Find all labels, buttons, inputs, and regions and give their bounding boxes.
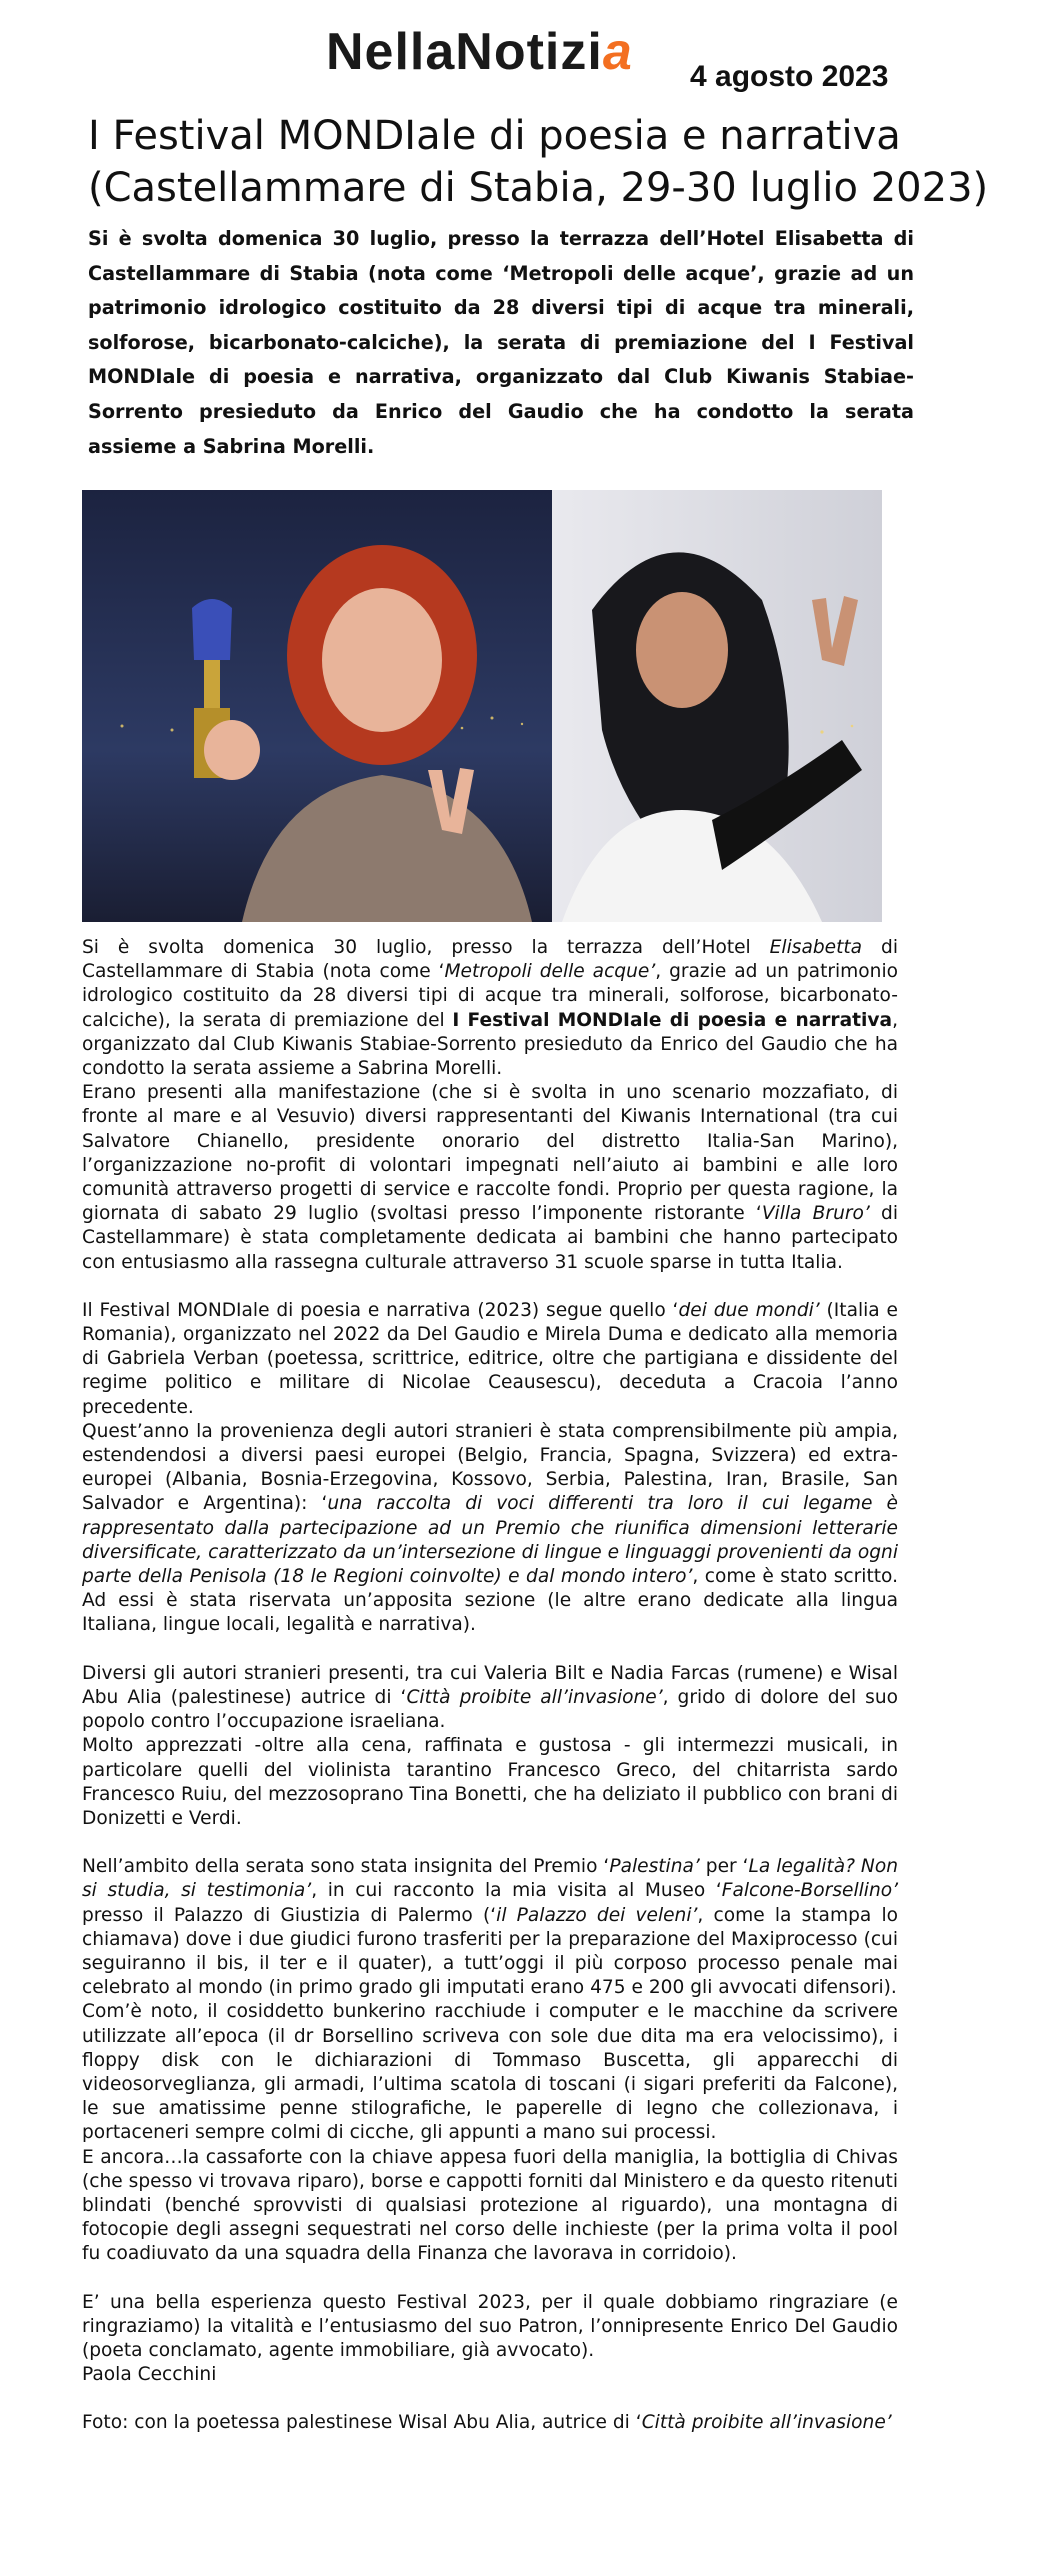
p7-text-2: per ‘ — [699, 1856, 749, 1878]
p1-festival-name: I Festival MONDIale di poesia e narrativa — [452, 1009, 893, 1031]
p7-museum: Falcone-Borsellino’ — [721, 1880, 899, 1902]
masthead — [0, 22, 1045, 92]
p2-restaurant: Villa Bruro’ — [761, 1203, 870, 1225]
p7-prize: Palestina’ — [609, 1856, 700, 1878]
p1-text-3: , grazie ad un patrimonio idrologico costituito da 28 diversi tipi di acque tra minerali, solforose, bicarbonato-calciche), la serata di premiazione del — [82, 961, 898, 1031]
p4-quote: una raccolta di voci differenti tra loro il cui legame è rappresentato dalla partecipazione ad un Premio che riunifica dimensioni letterarie diversificate, caratterizzato da un’intersezione di lingue e linguaggi provenienti da ogni parte della Penisola (18 le Regioni coinvolte) e dal mondo intero’ — [82, 1493, 898, 1588]
paragraph-2 — [82, 1081, 898, 1275]
p5-book-title: Città proibite all’invasione’ — [406, 1686, 663, 1708]
p3-text-2: (Italia e Romania), organizzato nel 2022 da Del Gaudio e Mirela Duma e dedicato alla memoria di Gabriela Verban (poetessa, scrittrice, editrice, oltre che partigiana e dissidente del regime politico e militare di Nicolae Ceausescu), deceduta a Cracoia l’anno precedente. — [82, 1299, 898, 1418]
logo-main: NellaNotizi — [326, 23, 603, 81]
article-lead: Si è svolta domenica 30 luglio, presso la terrazza dell’Hotel Elisabetta di Castellammare di Stabia (nota come ‘Metropoli delle acque’, grazie ad un patrimonio idrologico costituito da 28 diversi tipi di acque tra minerali, solforose, bicarbonato-calciche), la serata di premiazione del I Festival MONDIale di poesia e narrativa, organizzato dal Club Kiwanis Stabiae-Sorrento presieduto da Enrico del Gaudio che ha condotto la serata assieme a Sabrina Morelli. — [88, 227, 914, 458]
paragraph-6: Molto apprezzati -oltre alla cena, raffinata e gustosa - gli intermezzi musicali, in particolare quelli del violinista tarantino Francesco Greco, del chitarrista sardo Francesco Ruiu, del mezzosoprano Tina Bonetti, che ha deliziato il pubblico con brani di Donizetti e Verdi. — [82, 1735, 898, 1829]
p7-work-title: La legalità? Non si studia, si testimonia’ — [82, 1856, 898, 1902]
p2-text-1: Erano presenti alla manifestazione (che si è svolta in uno scenario mozzafiato, di fronte al mare e al Vesuvio) diversi rappresentanti del Kiwanis International (tra cui Salvatore Chianello, presidente onorario del distretto Italia-San Marino), l’organizzazione no-profit di volontari impegnati nell’aiuto ai bambini e alle loro comunità attraverso progetti di service e raccolte fondi. Proprio per questa ragione, la giornata di sabato 29 luglio (svoltasi presso l’imponente ristorante ‘ — [82, 1082, 898, 1225]
title-line-1: I Festival MONDIale di poesia e narrativa — [88, 113, 901, 159]
p4-text-2: , come è stato scritto. Ad essi è stata riservata un’apposita sezione (le altre erano dedicate alla lingua Italiana, lingue locali, legalità e narrativa). — [82, 1566, 898, 1636]
paragraph-3 — [82, 1299, 898, 1420]
p4-text-1: Quest’anno la provenienza degli autori stranieri è stata comprensibilmente più ampia, estendendosi a diversi paesi europei (Belgio, Francia, Spagna, Svizzera) ed extra-europei (Albania, Bosnia-Erzegovina, Kossovo, Serbia, Palestina, Iran, Brasile, San Salvador e Argentina): ‘ — [82, 1420, 898, 1515]
p5-text-1: Diversi gli autori stranieri presenti, tra cui Valeria Bilt e Nadia Farcas (rumene) e Wisal Abu Alia (palestinese) autrice di ‘ — [82, 1662, 898, 1708]
p7-text-4: presso il Palazzo di Giustizia di Palermo (‘ — [82, 1904, 497, 1926]
p1-hotel-name: Elisabetta — [769, 937, 863, 958]
title-line-2: (Castellammare di Stabia, 29-30 luglio 2023) — [88, 165, 989, 211]
caption-text: Foto: con la poetessa palestinese Wisal Abu Alia, autrice di ‘ — [82, 2412, 642, 2434]
p1-nickname: Metropoli delle acque’ — [444, 961, 656, 983]
p3-text-1: Il Festival MONDIale di poesia e narrativa (2023) segue quello ‘ — [82, 1299, 679, 1321]
p1-text-2: di Castellammare di Stabia (nota come ‘ — [82, 937, 898, 983]
paragraph-7 — [82, 1855, 898, 2000]
article-body — [82, 936, 898, 2436]
p7-nickname: il Palazzo dei veleni’ — [496, 1904, 698, 1926]
p7-text-5: , come la stampa lo chiamava) dove i due giudici furono trasferiti per la preparazione del Maxiprocesso (cui seguiranno il bis, il ter e il quater), a tutt’oggi il più corposo processo penale mai celebrato al mondo (in primo grado gli imputati erano 475 e 200 gli avvocati difensori). — [82, 1904, 898, 1999]
p2-text-2: di Castellammare) è stata completamente dedicata ai bambini che hanno partecipato con entusiasmo alla rassegna culturale attraverso 31 scuole sparse in tutta Italia. — [82, 1203, 898, 1273]
paragraph-4 — [82, 1420, 898, 1638]
paragraph-10: E’ una bella esperienza questo Festival 2023, per il quale dobbiamo ringraziare (e ringraziamo) la vitalità e l’entusiasmo del suo Patron, l’onnipresente Enrico Del Gaudio (poeta conclamato, agente immobiliare, già avvocato). — [82, 2291, 898, 2361]
article-title — [88, 110, 1018, 214]
logo-accent: a — [602, 23, 633, 81]
article-photo — [82, 490, 882, 922]
p7-text-3: , in cui racconto la mia visita al Museo ‘ — [311, 1880, 722, 1902]
p1-text-1: Si è svolta domenica 30 luglio, presso la terrazza dell’Hotel — [82, 937, 770, 958]
p1-text-4: , organizzato dal Club Kiwanis Stabiae-Sorrento presieduto da Enrico del Gaudio che ha condotto la serata assieme a Sabrina Morelli. — [82, 1009, 898, 1080]
photo-illustration — [82, 490, 882, 922]
photo-caption — [82, 2411, 898, 2435]
site-logo[interactable] — [326, 22, 633, 82]
p3-festival-ref: dei due mondi’ — [678, 1299, 820, 1321]
paragraph-9: E ancora…la cassaforte con la chiave appesa fuori della maniglia, la bottiglia di Chivas (che spesso vi trovava riparo), borse e cappotti forniti dal Ministero e da questo ritenuti blindati (benché sprovvisti di qualsiasi protezione al riguardo), una montagna di fotocopie degli assegni sequestrati nel corso delle inchieste (per la prima volta il pool fu coadiuvato da una squadra della Finanza che lavorava in corridoio). — [82, 2146, 898, 2265]
author-signature: Paola Cecchini — [82, 2364, 217, 2386]
paragraph-1 — [82, 936, 898, 1081]
caption-book-title: Città proibite all’invasione’ — [641, 2412, 892, 2434]
paragraph-5 — [82, 1662, 898, 1735]
paragraph-8: Com’è noto, il cosiddetto bunkerino racchiude i computer e le macchine da scrivere utilizzate all’epoca (il dr Borsellino scriveva con sole due dita ma era velocissimo), i floppy disk con le dichiarazioni di Tommaso Buscetta, gli apparecchi di videosorveglianza, gli armadi, l’ultima scatola di toscani (i sigari preferiti da Falcone), le sue amatissime penne stilografiche, le paperelle di legno che collezionava, i portaceneri sempre colmi di cicche, gli appunti a mano sui processi. — [82, 2001, 898, 2144]
publication-date: 4 agosto 2023 — [690, 60, 889, 93]
p7-text-1: Nell’ambito della serata sono stata insignita del Premio ‘ — [82, 1856, 610, 1878]
p5-text-2: , grido di dolore del suo popolo contro l’occupazione israeliana. — [82, 1686, 899, 1733]
